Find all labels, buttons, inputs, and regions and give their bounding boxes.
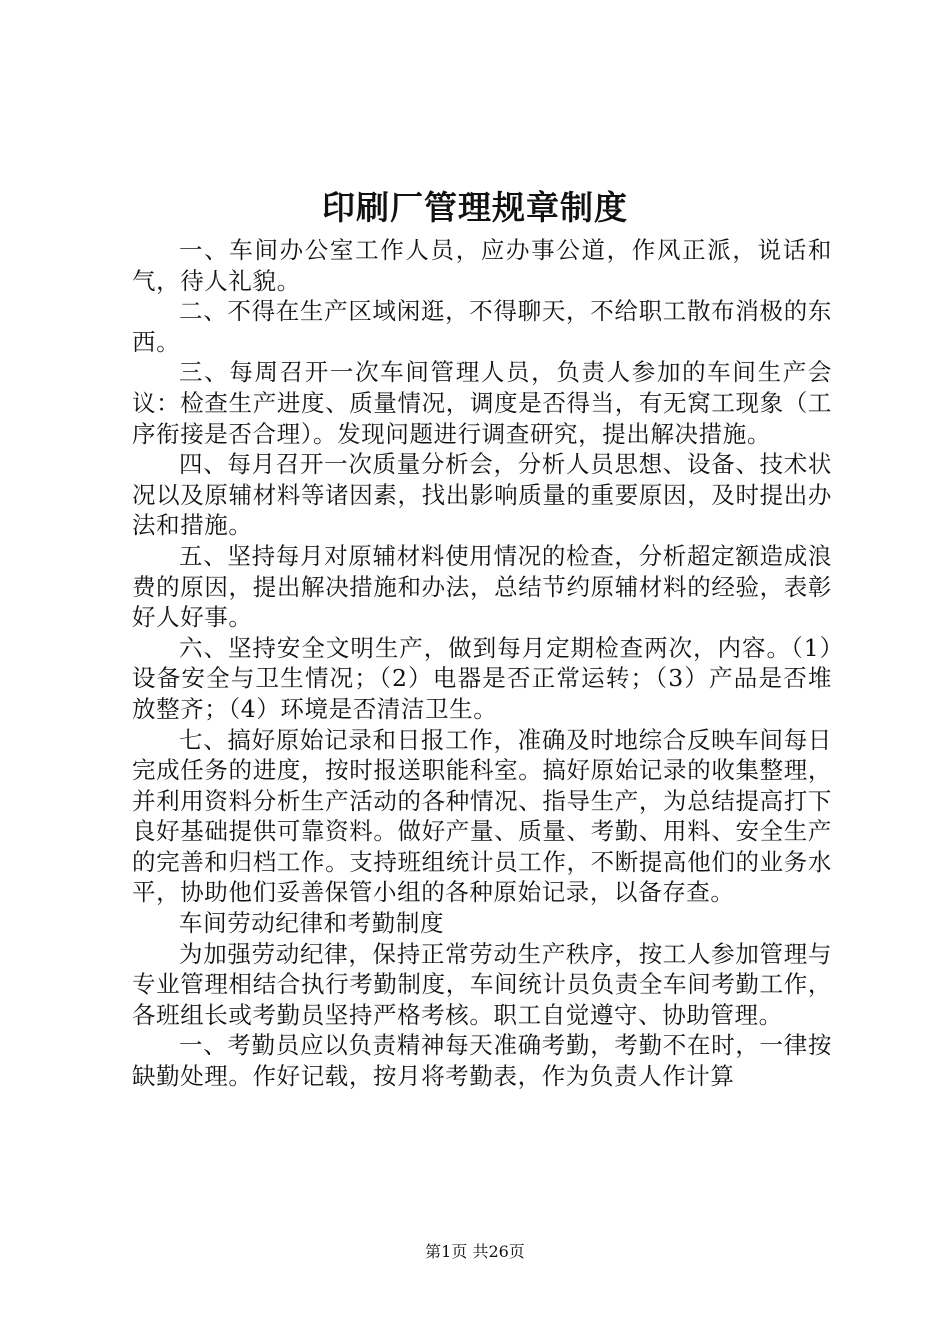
document-body	[132, 235, 832, 1092]
paragraph: 为加强劳动纪律，保持正常劳动生产秩序，按工人参加管理与专业管理相结合执行考勤制度，车间统计员负责全车间考勤工作，各班组长或考勤员坚持严格考核。职工自觉遵守、协助管理。	[132, 939, 832, 1029]
paragraph: 七、搞好原始记录和日报工作，准确及时地综合反映车间每日完成任务的进度，按时报送职能科室。搞好原始记录的收集整理，并利用资料分析生产活动的各种情况、指导生产，为总结提高打下良好基础提供可靠资料。做好产量、质量、考勤、用料、安全生产的完善和归档工作。支持班组统计员工作，不断提高他们的业务水平，协助他们妥善保管小组的各种原始记录，以备存查。	[132, 725, 832, 907]
paragraph: 四、每月召开一次质量分析会，分析人员思想、设备、技术状况以及原辅材料等诸因素，找出影响质量的重要原因，及时提出办法和措施。	[132, 450, 832, 540]
section-heading: 车间劳动纪律和考勤制度	[179, 909, 445, 938]
paragraph: 五、坚持每月对原辅材料使用情况的检查，分析超定额造成浪费的原因，提出解决措施和办法，总结节约原辅材料的经验，表彰好人好事。	[132, 541, 832, 632]
paragraph: 三、每周召开一次车间管理人员，负责人参加的车间生产会议：检查生产进度、质量情况，调度是否得当，有无窝工现象（工序衔接是否合理）。发现问题进行调查研究，提出解决措施。	[132, 358, 832, 448]
paragraph: 六、坚持安全文明生产，做到每月定期检查两次，内容。（1）设备安全与卫生情况；（2）电器是否正常运转；（3）产品是否堆放整齐；（4）环境是否清洁卫生。	[132, 633, 832, 723]
page-number: 第1页 共26页	[425, 1242, 525, 1261]
paragraph: 二、不得在生产区域闲逛，不得聊天，不给职工散布消极的东西。	[132, 297, 832, 356]
paragraph: 一、考勤员应以负责精神每天准确考勤，考勤不在时，一律按缺勤处理。作好记载，按月将考勤表，作为负责人作计算	[132, 1031, 832, 1091]
document-title: 印刷厂管理规章制度	[322, 188, 628, 227]
paragraph: 一、车间办公室工作人员，应办事公道，作风正派，说话和气，待人礼貌。	[132, 236, 832, 295]
